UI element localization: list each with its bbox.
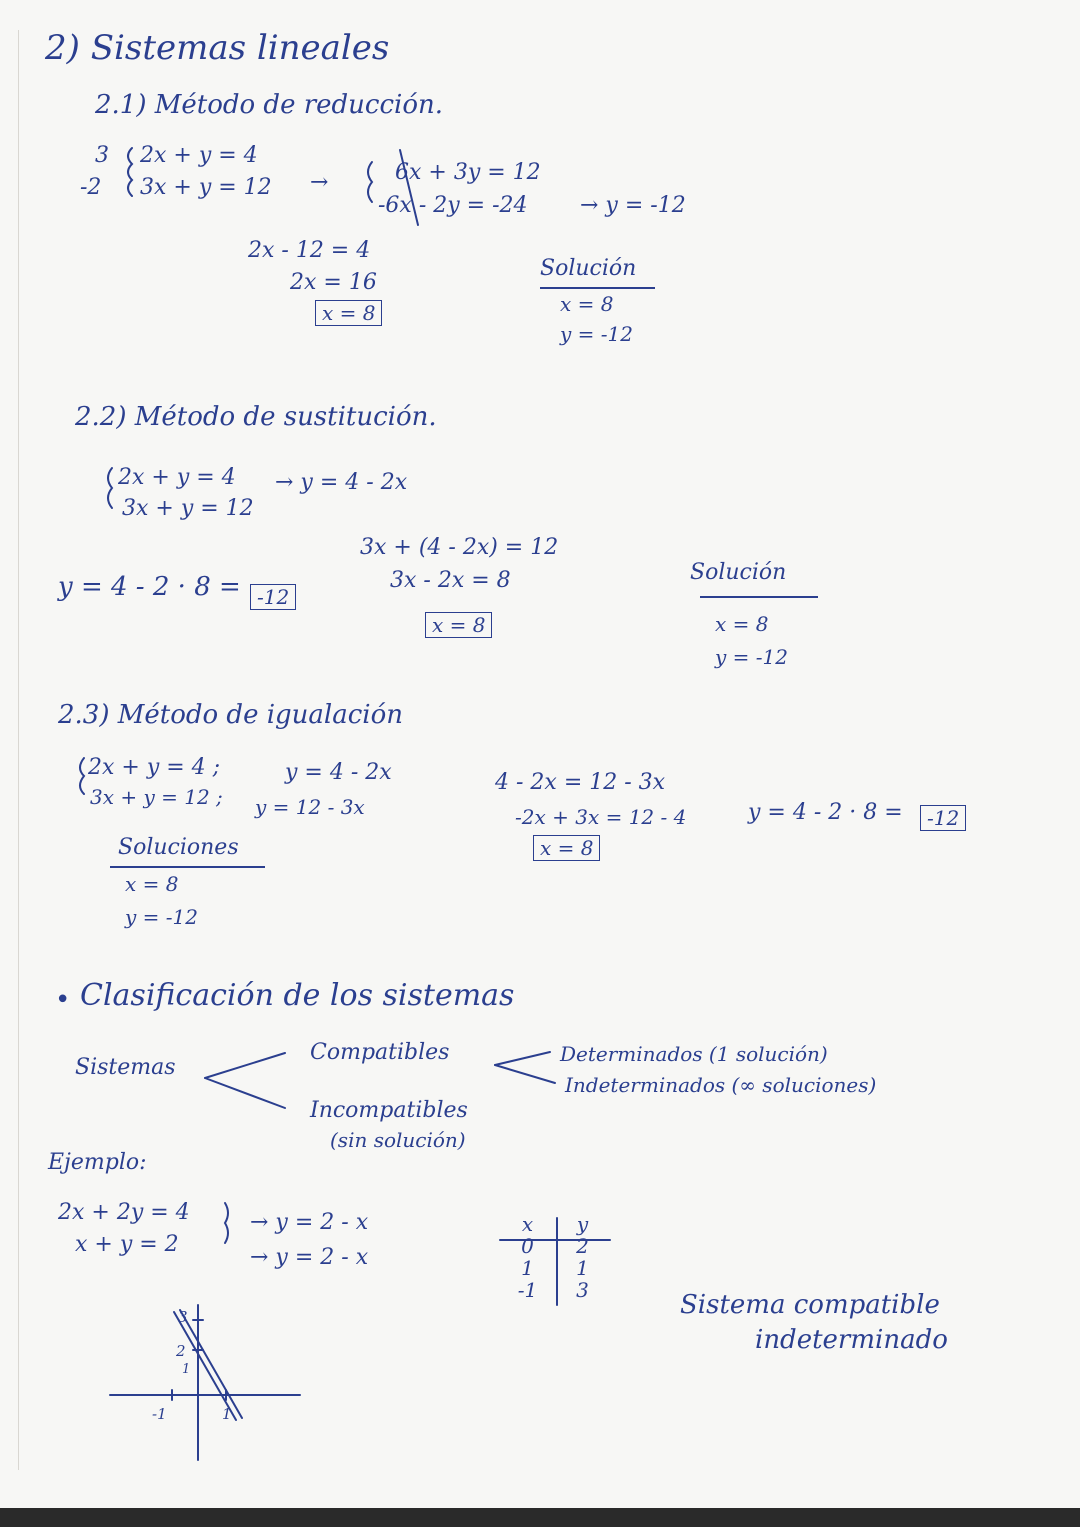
table-cell: 1 bbox=[521, 1256, 534, 1280]
table-cell: 1 bbox=[576, 1256, 589, 1280]
sustitucion-solution-label: Solución bbox=[690, 560, 787, 585]
reduccion-eq2b: -6x - 2y = -24 bbox=[378, 193, 528, 218]
igualacion-sol-y: y = -12 bbox=[125, 905, 198, 929]
igualacion-eq1: 2x + y = 4 ; bbox=[88, 755, 221, 780]
table-header-y: y bbox=[576, 1212, 589, 1236]
clasificacion-determinados: Determinados (1 solución) bbox=[560, 1042, 828, 1066]
conclusion-line2: indeterminado bbox=[755, 1325, 948, 1355]
clasificacion-bullet: • bbox=[55, 985, 71, 1015]
igualacion-step3: x = 8 bbox=[533, 835, 600, 861]
reduccion-sol-x: x = 8 bbox=[560, 292, 614, 316]
reduccion-brace bbox=[128, 148, 132, 196]
graph-tick-y1: 1 bbox=[182, 1362, 191, 1377]
igualacion-heading: 2.3) Método de igualación bbox=[58, 700, 404, 730]
igualacion-eq2-iso: y = 12 - 3x bbox=[255, 795, 365, 819]
graph-tick-x1: 1 bbox=[222, 1405, 232, 1423]
graph-line-eq2 bbox=[180, 1310, 242, 1418]
reduccion-eq2: 3x + y = 12 bbox=[140, 175, 272, 200]
conclusion-line1: Sistema compatible bbox=[680, 1290, 940, 1320]
reduccion-sol-y: y = -12 bbox=[560, 322, 633, 346]
table-header-x: x bbox=[521, 1212, 534, 1236]
reduccion-factor2: -2 bbox=[80, 175, 102, 200]
reduccion-step3: x = 8 bbox=[315, 300, 382, 326]
reduccion-arrow: → bbox=[310, 170, 329, 195]
igualacion-eq2: 3x + y = 12 ; bbox=[90, 785, 223, 809]
table-cell: 2 bbox=[576, 1234, 589, 1258]
reduccion-result-y: → y = -12 bbox=[580, 193, 686, 218]
tree-branch-incompatibles bbox=[205, 1078, 285, 1108]
ejemplo-brace bbox=[225, 1203, 228, 1243]
igualacion-step1: 4 - 2x = 12 - 3x bbox=[495, 770, 666, 795]
tree-branch-indeterminados bbox=[495, 1065, 555, 1083]
sustitucion-brace bbox=[108, 468, 112, 508]
ejemplo-eq2: x + y = 2 bbox=[75, 1232, 179, 1257]
clasificacion-incompatibles-note: (sin solución) bbox=[330, 1128, 466, 1152]
igualacion-solution-label: Soluciones bbox=[118, 835, 239, 860]
igualacion-eq1-iso: y = 4 - 2x bbox=[285, 760, 392, 785]
clasificacion-root: Sistemas bbox=[75, 1055, 176, 1080]
reduccion-eq1b: 6x + 3y = 12 bbox=[395, 160, 541, 185]
clasificacion-indeterminados: Indeterminados (∞ soluciones) bbox=[565, 1073, 877, 1097]
sustitucion-eq2: 3x + y = 12 bbox=[122, 496, 254, 521]
reduccion-brace-b bbox=[368, 162, 372, 202]
sustitucion-y-calc: y = 4 - 2 · 8 = bbox=[58, 572, 241, 602]
clasificacion-incompatibles: Incompatibles bbox=[310, 1098, 468, 1123]
tree-branch-determinados bbox=[495, 1052, 550, 1065]
scan-bottom-edge bbox=[0, 1508, 1080, 1527]
sustitucion-heading: 2.2) Método de sustitución. bbox=[75, 402, 437, 432]
reduccion-solution-label: Solución bbox=[540, 256, 637, 281]
igualacion-step2: -2x + 3x = 12 - 4 bbox=[515, 805, 687, 829]
sustitucion-eq1: 2x + y = 4 bbox=[118, 465, 236, 490]
table-cell: 3 bbox=[576, 1278, 589, 1302]
reduccion-factor1: 3 bbox=[95, 143, 109, 168]
clasificacion-compatibles: Compatibles bbox=[310, 1040, 450, 1065]
clasificacion-heading: Clasificación de los sistemas bbox=[80, 978, 515, 1013]
graph-tick-y2: 2 bbox=[176, 1342, 186, 1360]
sustitucion-y-result: -12 bbox=[250, 584, 296, 610]
sustitucion-sol-x: x = 8 bbox=[715, 612, 769, 636]
igualacion-sol-x: x = 8 bbox=[125, 872, 179, 896]
ejemplo-eq1: 2x + 2y = 4 bbox=[58, 1200, 190, 1225]
table-cell: 0 bbox=[521, 1234, 534, 1258]
igualacion-brace bbox=[80, 758, 84, 794]
sustitucion-step2: 3x - 2x = 8 bbox=[390, 568, 511, 593]
sustitucion-step1: 3x + (4 - 2x) = 12 bbox=[360, 535, 559, 560]
graph-tick-xneg1: -1 bbox=[152, 1405, 167, 1423]
reduccion-step2: 2x = 16 bbox=[290, 270, 377, 295]
table-cell: -1 bbox=[517, 1278, 538, 1302]
igualacion-y-result: -12 bbox=[920, 805, 966, 831]
sustitucion-step3: x = 8 bbox=[425, 612, 492, 638]
igualacion-y-calc: y = 4 - 2 · 8 = bbox=[748, 800, 903, 825]
section-title: 2) Sistemas lineales bbox=[45, 28, 390, 68]
reduccion-eq1: 2x + y = 4 bbox=[140, 143, 258, 168]
sustitucion-eq1-arrow: → y = 4 - 2x bbox=[275, 470, 408, 495]
graph-tick-y3: 3 bbox=[178, 1308, 188, 1326]
reduccion-heading: 2.1) Método de reducción. bbox=[95, 90, 444, 120]
reduccion-step1: 2x - 12 = 4 bbox=[248, 238, 371, 263]
ejemplo-eq2-iso: → y = 2 - x bbox=[250, 1245, 369, 1270]
tree-branch-compatibles bbox=[205, 1053, 285, 1078]
ejemplo-eq1-iso: → y = 2 - x bbox=[250, 1210, 369, 1235]
sustitucion-sol-y: y = -12 bbox=[715, 645, 788, 669]
reduccion-cancel-mark bbox=[400, 150, 418, 225]
graph-line-eq1 bbox=[174, 1312, 236, 1420]
ejemplo-label: Ejemplo: bbox=[48, 1150, 147, 1175]
